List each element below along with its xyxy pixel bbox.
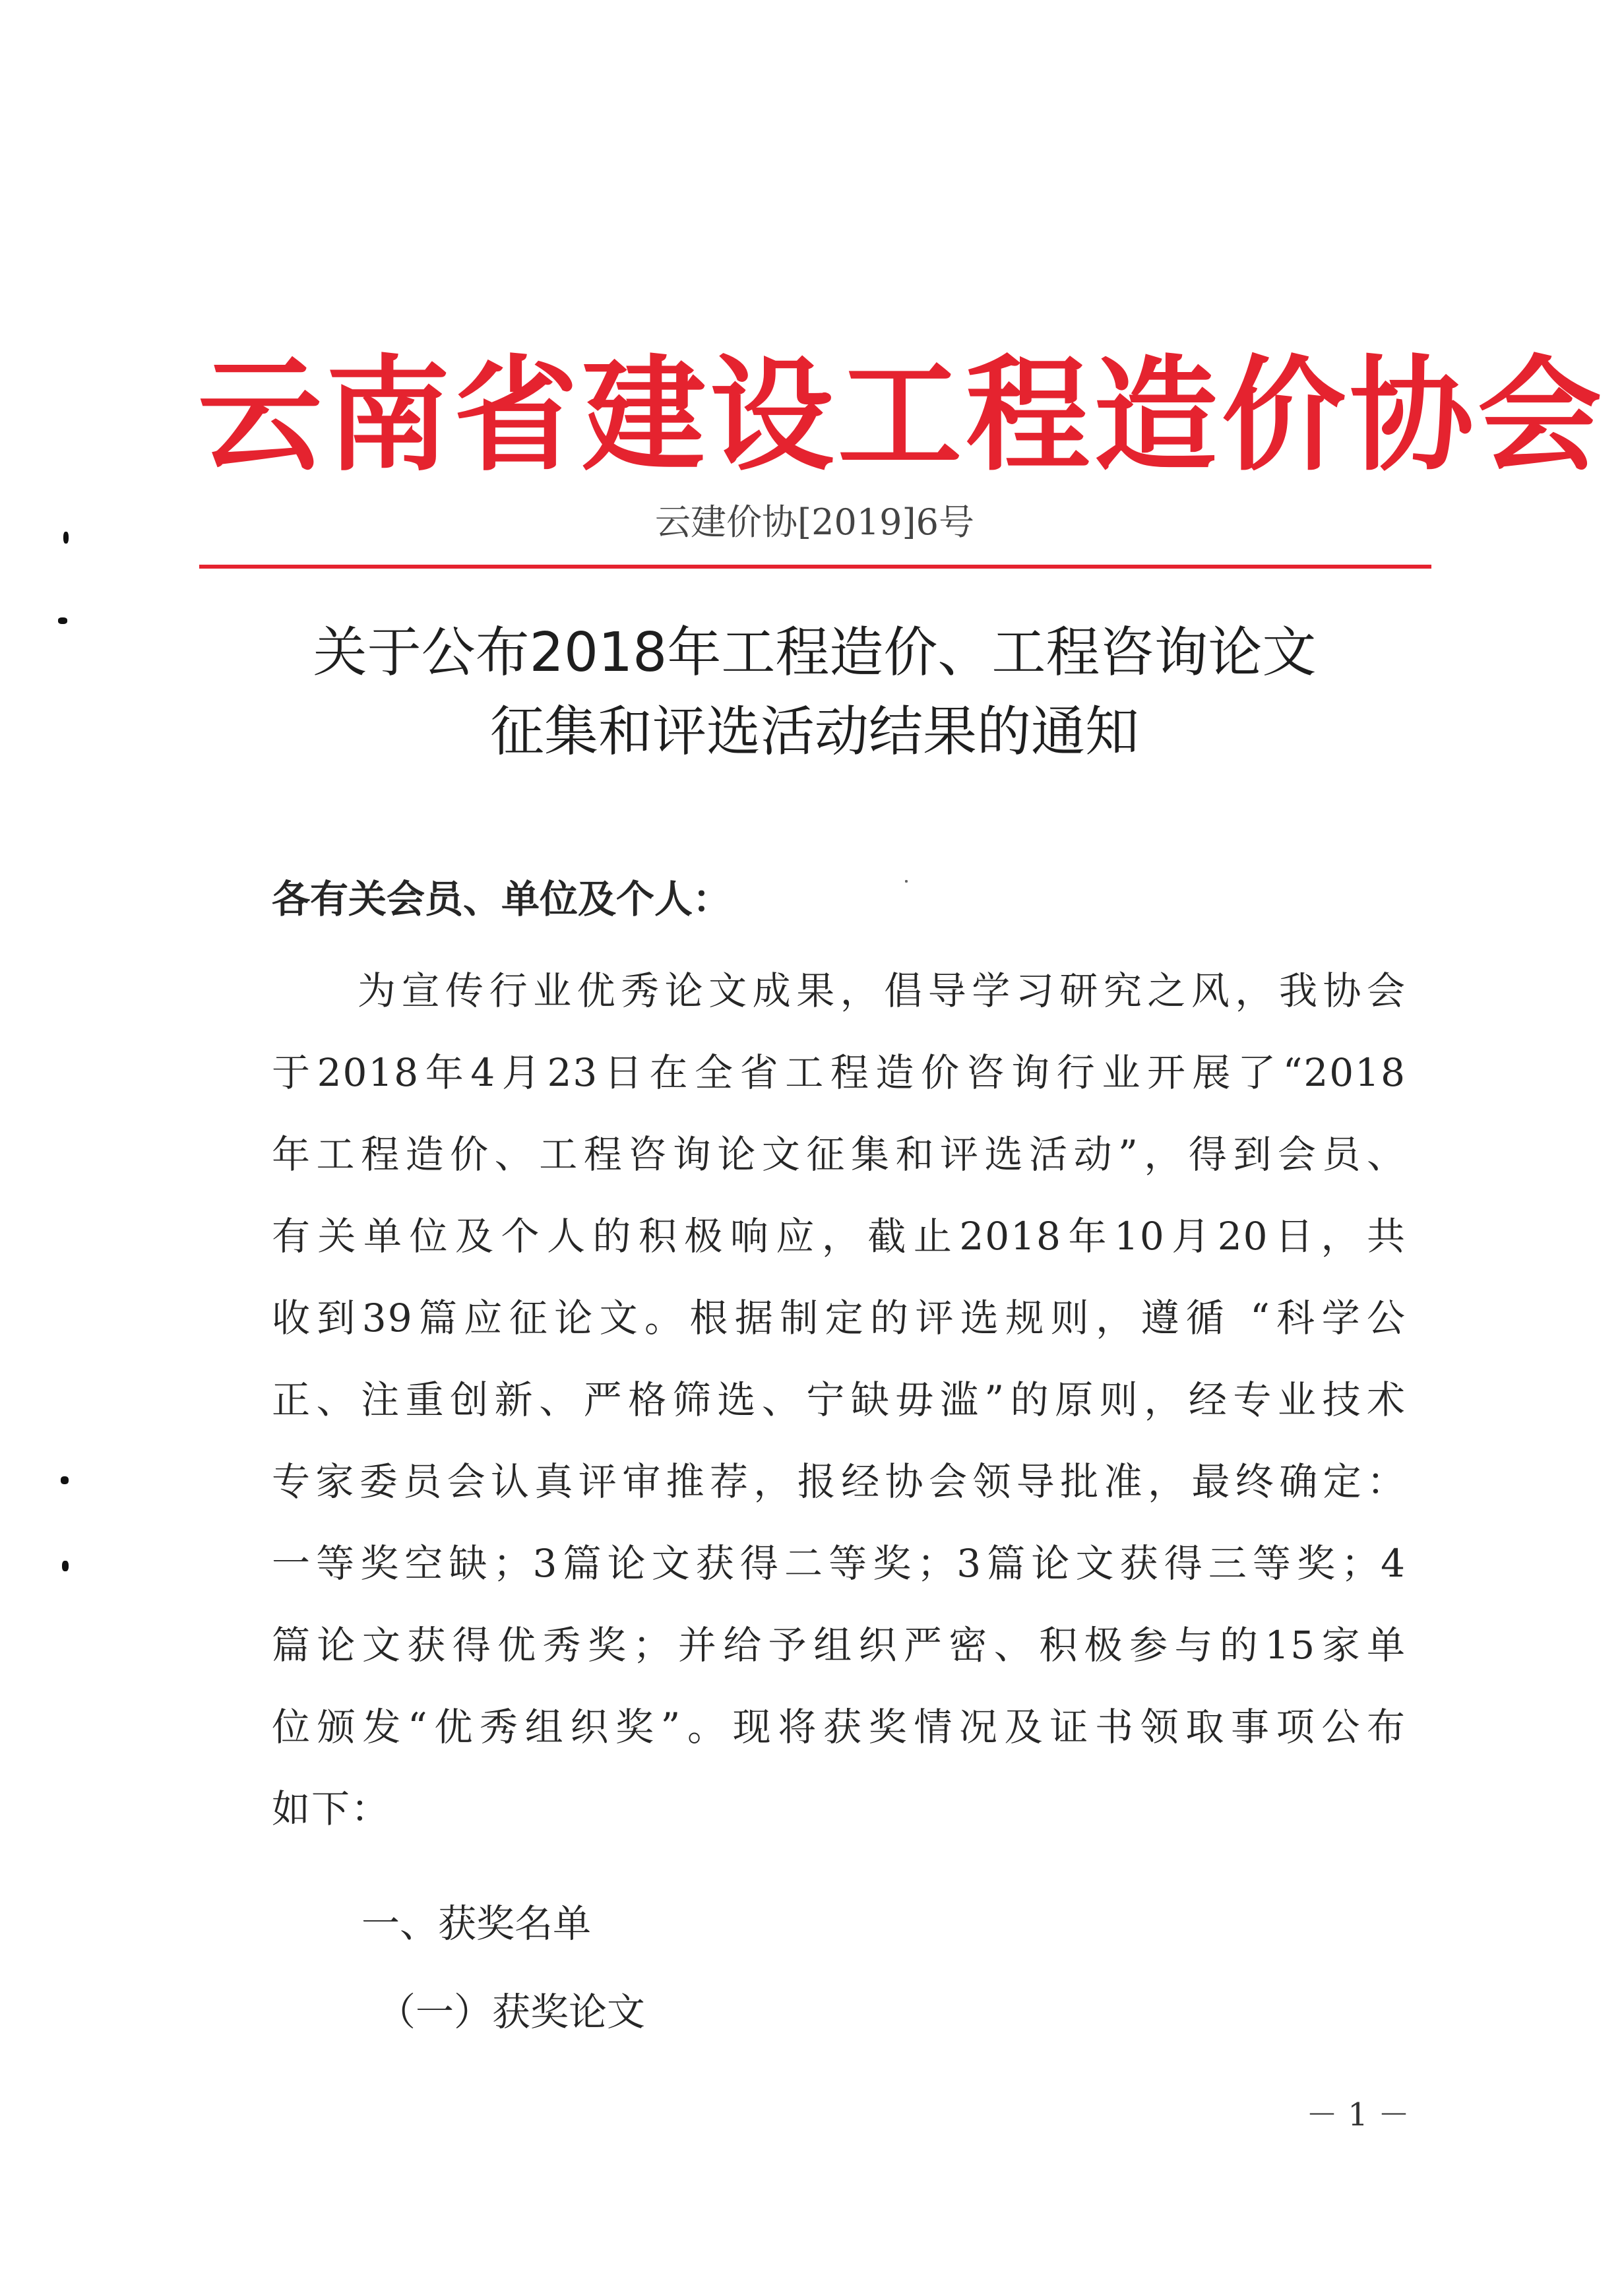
body-line: 如下： (272, 1786, 391, 1831)
letterhead-red-rule (199, 565, 1431, 569)
body-line: 专家委员会认真评审推荐，报经协会领导批准，最终确定： (272, 1459, 1406, 1504)
document-number: 云建价协[2019]6号 (655, 501, 974, 543)
body-line: 篇论文获得优秀奖；并给予组织严密、积极参与的15家单 (272, 1623, 1406, 1668)
section-heading-award-list: 一、获奖名单 (361, 1901, 592, 1946)
body-paragraph (272, 950, 1406, 1850)
scan-speck (62, 1561, 69, 1571)
scan-speck (63, 532, 69, 544)
body-line: 为宣传行业优秀论文成果，倡导学习研究之风，我协会 (358, 968, 1406, 1013)
notice-title-line-1: 关于公布2018年工程造价、工程咨询论文 (313, 621, 1317, 684)
body-line: 收到39篇应征论文。根据制定的评选规则，遵循 “科学公 (272, 1296, 1406, 1340)
notice-title-line-2: 征集和评选活动结果的通知 (489, 701, 1139, 763)
salutation: 各有关会员、单位及个人： (272, 877, 732, 922)
letterhead-org-name: 云南省建设工程造价协会 (198, 342, 1606, 488)
body-line: 于2018年4月23日在全省工程造价咨询行业开展了“2018 (272, 1050, 1406, 1095)
body-line: 有关单位及个人的积极响应，截止2018年10月20日，共 (272, 1214, 1406, 1259)
scan-speck (905, 880, 908, 883)
scan-speck (61, 1476, 69, 1484)
body-line: 正、注重创新、严格筛选、宁缺毋滥”的原则，经专业技术 (272, 1377, 1406, 1422)
body-line: 年工程造价、工程咨询论文征集和评选活动”，得到会员、 (272, 1132, 1406, 1177)
notice-title (198, 613, 1431, 772)
body-line: 位颁发“优秀组织奖”。现将获奖情况及证书领取事项公布 (272, 1705, 1406, 1749)
scan-speck (58, 617, 67, 624)
subsection-heading-award-papers: （一）获奖论文 (377, 1990, 646, 2034)
body-line: 一等奖空缺；3篇论文获得二等奖；3篇论文获得三等奖；4 (272, 1541, 1406, 1586)
page-number: － 1 － (1306, 2096, 1410, 2133)
